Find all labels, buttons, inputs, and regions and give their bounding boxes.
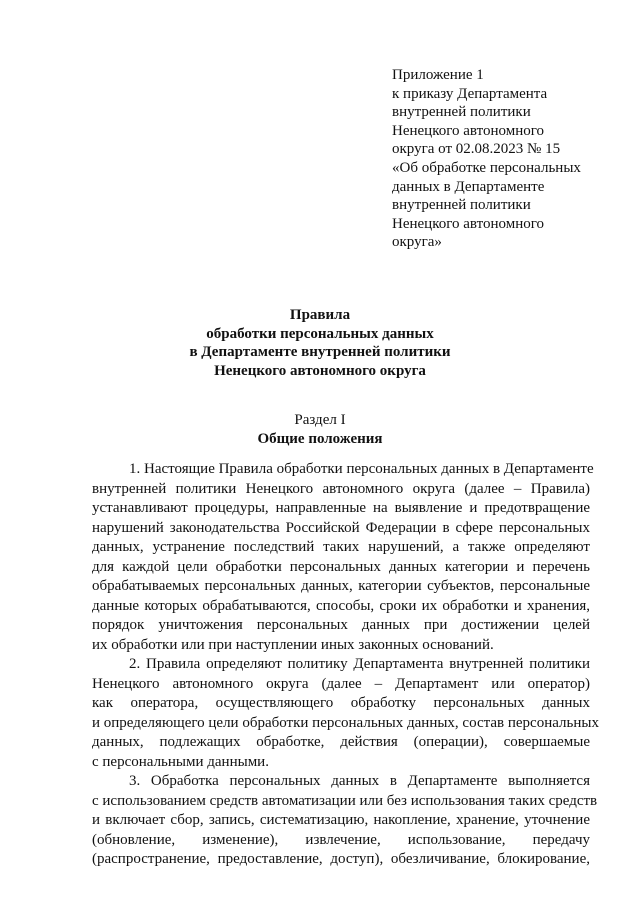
paragraph-2-line: 2. Правила определяют политику Департамента внутренней политики [129, 656, 590, 672]
paragraph-3-line: и включает сбор, запись, систематизацию, накопление, хранение, уточнение [92, 812, 590, 828]
paragraph-3-line: с использованием средств автоматизации или без использования таких средств [92, 792, 598, 809]
title-line: обработки персональных данных [206, 325, 434, 342]
title-line: в Департаменте внутренней политики [189, 344, 451, 361]
appendix-line: к приказу Департамента [392, 85, 548, 102]
paragraph-1-line: 1. Настоящие Правила обработки персональных данных в Департаменте [129, 461, 594, 477]
title-line: Ненецкого автономного округа [214, 362, 426, 379]
appendix-line: внутренней политики [392, 104, 531, 121]
appendix-line: округа от 02.08.2023 № 15 [392, 141, 561, 158]
paragraph-1-line: их обработки или при наступлении иных законных оснований. [92, 636, 494, 653]
paragraph-2-line: Ненецкого автономного округа (далее – Департамент или оператор) [92, 675, 590, 692]
appendix-line: Ненецкого автономного [392, 122, 545, 139]
paragraph-3-line: (обновление, изменение), извлечение, использование, передачу [92, 831, 590, 848]
appendix-line: округа» [392, 234, 442, 251]
paragraph-1-line: данных, устранение последствий таких нарушений, а также определяют [92, 539, 590, 555]
appendix-line: «Об обработке персональных [392, 159, 581, 176]
paragraph-2-line: данных, подлежащих обработке, действия (операции), совершаемые [92, 734, 590, 750]
appendix-line: Ненецкого автономного [392, 215, 545, 232]
appendix-header [392, 66, 612, 252]
paragraph-3-line: (распространение, предоставление, доступ), обезличивание, блокирование, [92, 851, 590, 867]
paragraph-3-line: 3. Обработка персональных данных в Департаменте выполняется [129, 773, 590, 789]
document-title [0, 306, 640, 380]
paragraph-1-line: для каждой цели обработки персональных данных категории и перечень [92, 558, 590, 575]
appendix-line: внутренней политики [392, 197, 531, 214]
paragraph-2-line: с персональными данными. [92, 753, 269, 770]
paragraph-2-line: как оператора, осуществляющего обработку персональных данных [92, 695, 590, 711]
paragraph-1-line: порядок уничтожения персональных данных при достижении целей [92, 617, 590, 633]
appendix-line: данных в Департаменте [392, 178, 545, 195]
document-body [92, 460, 599, 870]
paragraph-1-line: обрабатываемых персональных данных, категории субъектов, персональные [92, 578, 590, 594]
section-number: Раздел I [294, 412, 346, 428]
paragraph-1-line: данные которых обрабатываются, способы, сроки их обработки и хранения, [92, 597, 590, 614]
appendix-line: Приложение 1 [392, 67, 484, 83]
paragraph-1-line: нарушений законодательства Российской Федерации в сфере персональных [92, 519, 590, 536]
paragraph-2-line: и определяющего цели обработки персональных данных, состав персональных [92, 714, 599, 731]
section-heading [0, 411, 640, 448]
section-name: Общие положения [257, 430, 383, 447]
title-line: Правила [289, 307, 351, 323]
paragraph-1-line: внутренней политики Ненецкого автономного округа (далее – Правила) [92, 480, 590, 497]
paragraph-1-line: устанавливают процедуры, направленные на выявление и предотвращение [92, 500, 590, 516]
